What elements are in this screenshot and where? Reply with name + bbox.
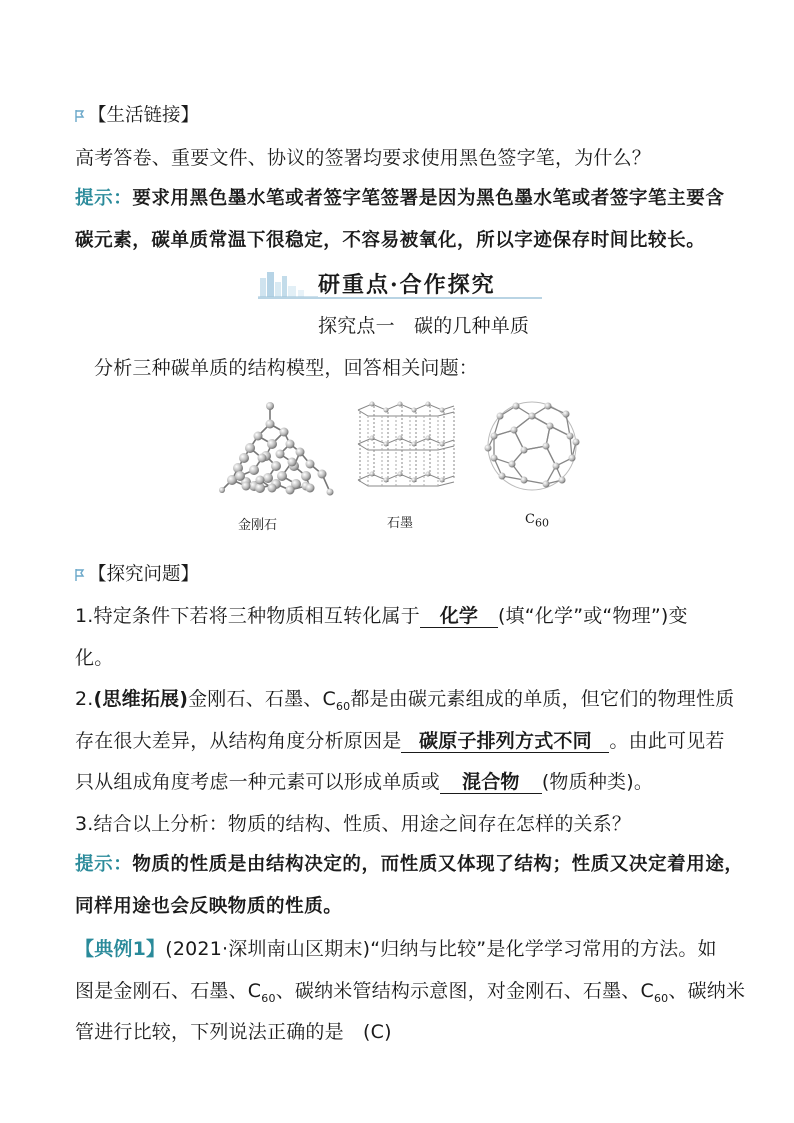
- hint-label: 提示：: [75, 854, 133, 875]
- section-intro: 分析三种碳单质的结构模型，回答相关问题：: [94, 357, 479, 379]
- section-banner: [258, 266, 542, 300]
- question-3: 3.结合以上分析：物质的结构、性质、用途之间存在怎样的关系？: [75, 813, 632, 835]
- example-1: 【典例1】(2021·深圳南山区期末)“归纳与比较”是化学学习常用的方法。如: [75, 938, 717, 960]
- question-1: 1.特定条件下若将三种物质相互转化属于 化学 (填“化学”或“物理”)变: [75, 605, 688, 627]
- carbon-structures-figure: [210, 396, 590, 536]
- caption-graphite: 石墨: [387, 516, 414, 531]
- question-2: 2.(思维拓展)金刚石、石墨、$C_{60}$都是由碳元素组成的单质，但它们的物理性质: [75, 688, 735, 713]
- tag-extension: (思维拓展): [93, 688, 189, 710]
- example-tag: 【典例1】: [75, 938, 166, 960]
- answer-blank: 化学: [420, 605, 498, 628]
- caption-diamond: 金刚石: [238, 518, 278, 533]
- caption-c60: $C_{60}$: [525, 512, 549, 530]
- bookmark-icon: [75, 110, 85, 122]
- life-link-question: 高考答卷、重要文件、协议的签署均要求使用黑色签字笔，为什么？: [75, 147, 652, 169]
- question-2-line3: 只从组成角度考虑一种元素可以形成单质或 混合物 (物质种类)。: [75, 771, 654, 793]
- life-link-hint: 提示：要求用黑色墨水笔或者签字笔签署是因为黑色墨水笔或者签字笔主要含: [75, 188, 725, 209]
- building-deco-icon: [258, 268, 318, 298]
- hint-label: 提示：: [75, 188, 133, 209]
- explore-heading: 【探究问题】: [75, 563, 199, 587]
- example-1-line2: 图是金刚石、石墨、$C_{60}$、碳纳米管结构示意图，对金刚石、石墨、$C_{60}$、碳纳米: [75, 980, 746, 1005]
- section-subtitle: 探究点一 碳的几种单质: [318, 315, 530, 337]
- question-2-line2: 存在很大差异，从结构角度分析原因是 碳原子排列方式不同 。由此可见若: [75, 730, 725, 752]
- explore-hint-line2: 同样用途也会反映物质的性质。: [75, 896, 343, 917]
- banner-title: 研重点·合作探究: [318, 272, 496, 298]
- question-1-line2: 化。: [75, 647, 114, 669]
- c60-model: [485, 402, 580, 490]
- life-link-hint-line2: 碳元素，碳单质常温下很稳定，不容易被氧化，所以字迹保存时间比较长。: [75, 230, 706, 251]
- diamond-atoms: [219, 402, 334, 496]
- answer-blank: 碳原子排列方式不同: [401, 730, 609, 753]
- explore-hint: 提示：物质的性质是由结构决定的，而性质又体现了结构；性质又决定着用途，: [75, 854, 744, 875]
- structure-models: [210, 396, 590, 506]
- example-1-line3: 管进行比较，下列说法正确的是 (C): [75, 1021, 392, 1043]
- bookmark-icon: [75, 569, 85, 581]
- answer-blank: 混合物: [440, 771, 542, 794]
- life-link-heading: 【生活链接】: [75, 104, 199, 128]
